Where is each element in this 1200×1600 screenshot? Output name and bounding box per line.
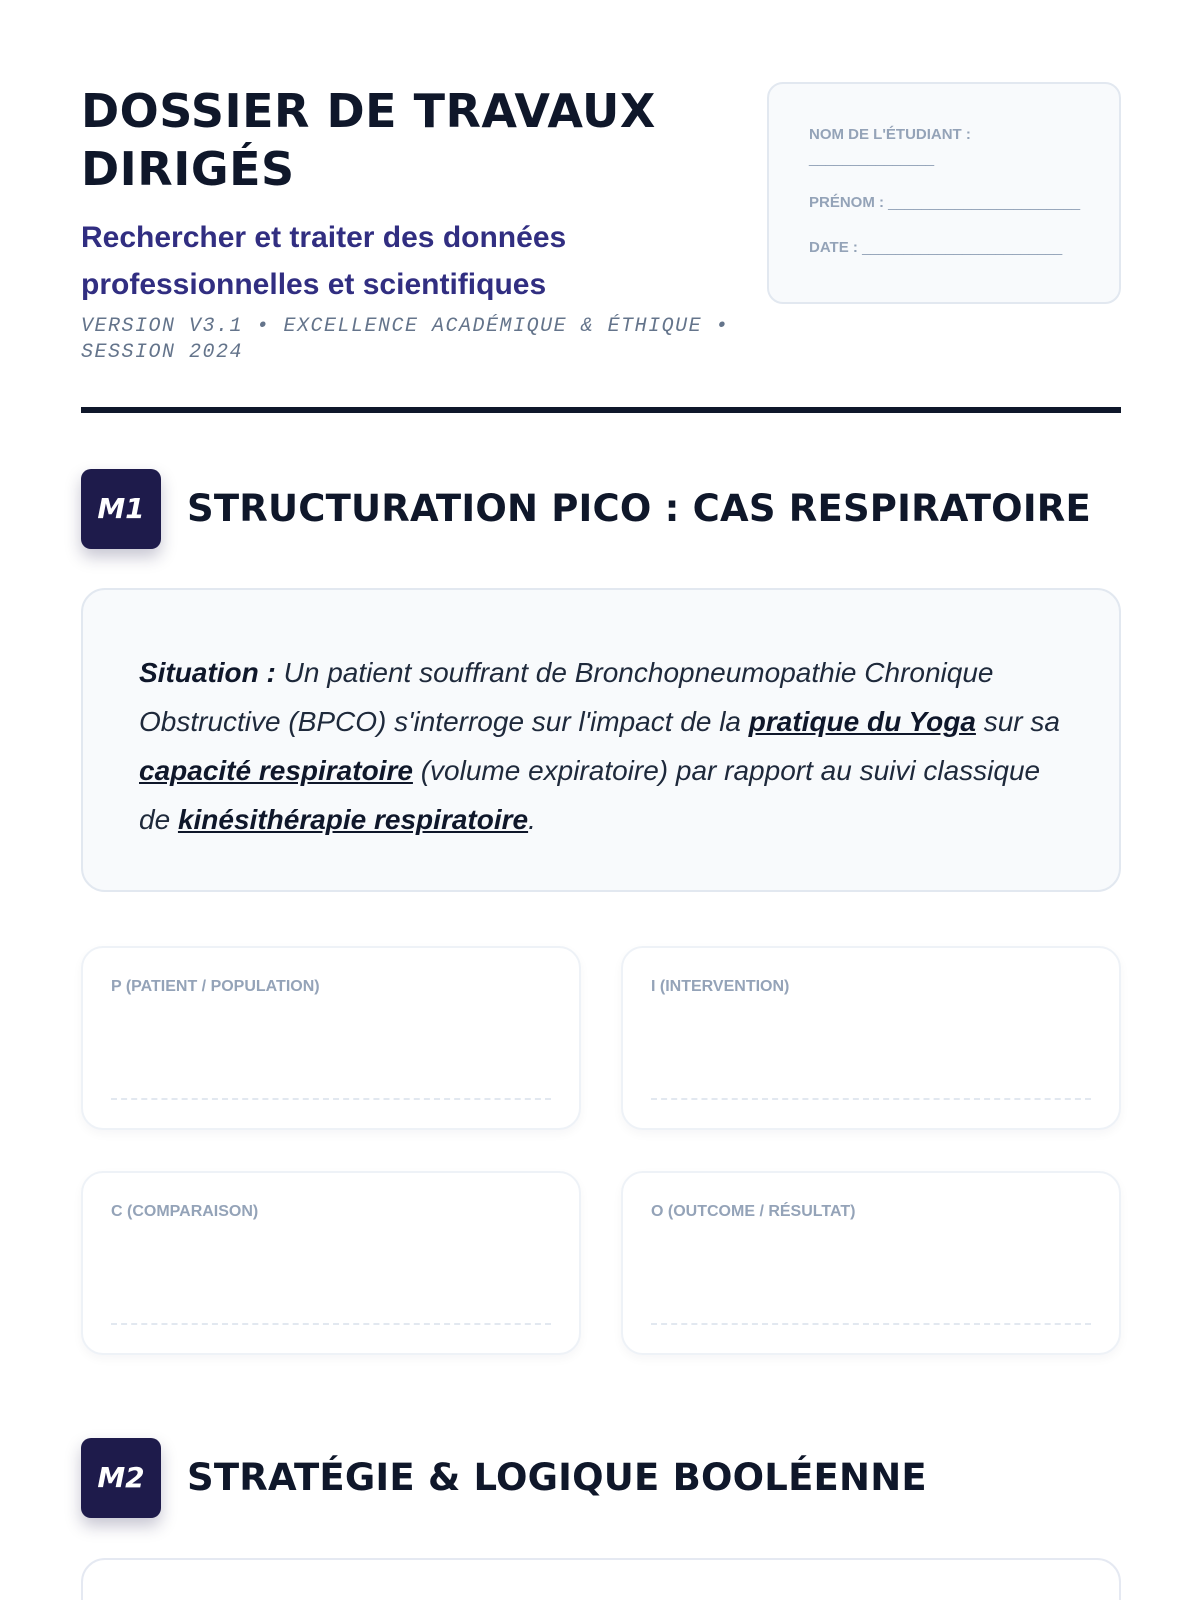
situation-text-part: (volume expiratoire) par rapport au suivi classique de [139, 755, 1041, 835]
pico-patient-card[interactable] [81, 946, 581, 1130]
student-firstname-field[interactable] [809, 194, 1080, 211]
situation-box [81, 588, 1121, 892]
date-label: DATE : [809, 239, 858, 256]
document-subtitle: Rechercher et traiter des données professionnelles et scientifiques [81, 221, 567, 301]
version-info: VERSION V3.1 • EXCELLENCE ACADÉMIQUE & ÉTHIQUE • SESSION 2024 [81, 315, 730, 364]
date-field[interactable] [809, 239, 1062, 256]
pico-comparison-card[interactable] [81, 1171, 581, 1355]
student-firstname-line: _______________________ [888, 194, 1081, 211]
pico-comparison-answer-line[interactable] [111, 1323, 551, 1325]
module-2-content-box [81, 1558, 1121, 1600]
module-2-badge: M2 [81, 1438, 161, 1518]
module-2-title: STRATÉGIE & LOGIQUE BOOLÉENNE [187, 1456, 927, 1499]
student-name-field[interactable] [809, 126, 971, 143]
pico-outcome-label: O (OUTCOME / RÉSULTAT) [651, 1203, 856, 1220]
module-1-badge: M1 [81, 469, 161, 549]
keyword-yoga: pratique du Yoga [748, 706, 976, 737]
document-header [81, 82, 1121, 412]
date-line: ________________________ [862, 239, 1063, 256]
header-divider [81, 407, 1121, 413]
situation-text-part: sur sa [975, 706, 1060, 737]
pico-outcome-card[interactable] [621, 1171, 1121, 1355]
student-name-line: _______________ [809, 150, 935, 167]
pico-intervention-answer-line[interactable] [651, 1098, 1091, 1100]
pico-intervention-label: I (INTERVENTION) [651, 978, 790, 995]
keyword-kinesitherapy: kinésithérapie respiratoire [177, 804, 529, 835]
student-firstname-label: PRÉNOM : [809, 194, 884, 211]
pico-patient-label: P (PATIENT / POPULATION) [111, 978, 320, 995]
student-name-blank[interactable] [809, 150, 934, 167]
document-title: DOSSIER DE TRAVAUX DIRIGÉS [81, 84, 656, 196]
student-info-card [767, 82, 1121, 304]
situation-text [139, 648, 1065, 844]
pico-outcome-answer-line[interactable] [651, 1323, 1091, 1325]
keyword-capacity: capacité respiratoire [139, 755, 413, 786]
pico-intervention-card[interactable] [621, 946, 1121, 1130]
student-name-label: NOM DE L'ÉTUDIANT : [809, 126, 971, 143]
module-1-title: STRUCTURATION PICO : CAS RESPIRATOIRE [187, 487, 1091, 530]
pico-patient-answer-line[interactable] [111, 1098, 551, 1100]
pico-comparison-label: C (COMPARAISON) [111, 1203, 259, 1220]
module-2-heading [81, 1438, 1121, 1518]
situation-text-part: Un patient souffrant de Bronchopneumopathie Chronique Obstructive (BPCO) s'interroge sur l'impact de la [139, 657, 994, 737]
module-1-heading [81, 469, 1121, 549]
situation-lead: Situation : [139, 657, 276, 688]
situation-text-part: . [528, 804, 536, 835]
